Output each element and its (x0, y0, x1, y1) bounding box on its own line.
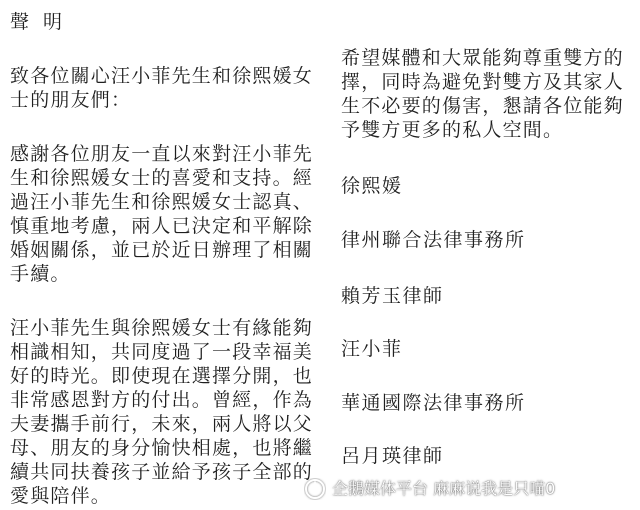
signature-lawyer: 賴芳玉律師 (341, 285, 444, 307)
signature-lawyer: 呂月瑛律師 (341, 445, 444, 467)
signature-name: 徐熙媛 (341, 175, 403, 197)
paragraph-1-line: 婚姻關係，並已於近日辦理了相關 (10, 239, 314, 261)
paragraph-1-line: 感謝各位朋友一直以來對汪小菲先 (10, 143, 314, 165)
signature-law-firm: 律州聯合法律事務所 (341, 229, 526, 251)
paragraph-2-line: 好的時光。即使現在選擇分開，也 (10, 365, 314, 387)
greeting-line: 士的朋友們： (10, 89, 132, 111)
paragraph-3-line: 希望媒體和大眾能夠尊重雙方的 (341, 47, 624, 69)
signature-name: 汪小菲 (341, 338, 403, 360)
paragraph-1-line: 手續。 (10, 263, 71, 285)
paragraph-2-line: 非常感恩對方的付出。曾經，作為 (10, 389, 314, 411)
paragraph-2-line: 續共同扶養孩子並給予孩子全部的 (10, 461, 314, 483)
paragraph-2-line: 夫妻攜手前行，未來，兩人將以父 (10, 413, 314, 435)
greeting-line: 致各位關心汪小菲先生和徐熙媛女 (10, 65, 314, 87)
paragraph-1-line: 生和徐熙媛女士的喜愛和支持。經 (10, 167, 314, 189)
paragraph-1-line: 過汪小菲先生和徐熙媛女士認真、 (10, 191, 314, 213)
paragraph-2-line: 母、朋友的身分愉快相處，也將繼 (10, 437, 314, 459)
paragraph-3-line: 生不必要的傷害，懇請各位能夠 (341, 95, 624, 117)
paragraph-3-line: 予雙方更多的私人空間。 (341, 119, 564, 141)
paragraph-2-line: 愛與陪伴。 (10, 485, 112, 507)
paragraph-1-line: 慎重地考慮，兩人已決定和平解除 (10, 215, 314, 237)
statement-title: 聲 明 (10, 11, 67, 33)
watermark (304, 474, 555, 504)
penguin-logo-icon (304, 478, 326, 500)
signature-law-firm: 華通國際法律事務所 (341, 392, 526, 414)
paragraph-2-line: 相識相知，共同度過了一段幸福美 (10, 341, 314, 363)
watermark-text: 企鵝媒体平台 麻麻说我是只喵0 (332, 479, 556, 498)
paragraph-3-line: 擇，同時為避免對雙方及其家人 (341, 71, 624, 93)
paragraph-2-line: 汪小菲先生與徐熙媛女士有緣能夠 (10, 317, 314, 339)
